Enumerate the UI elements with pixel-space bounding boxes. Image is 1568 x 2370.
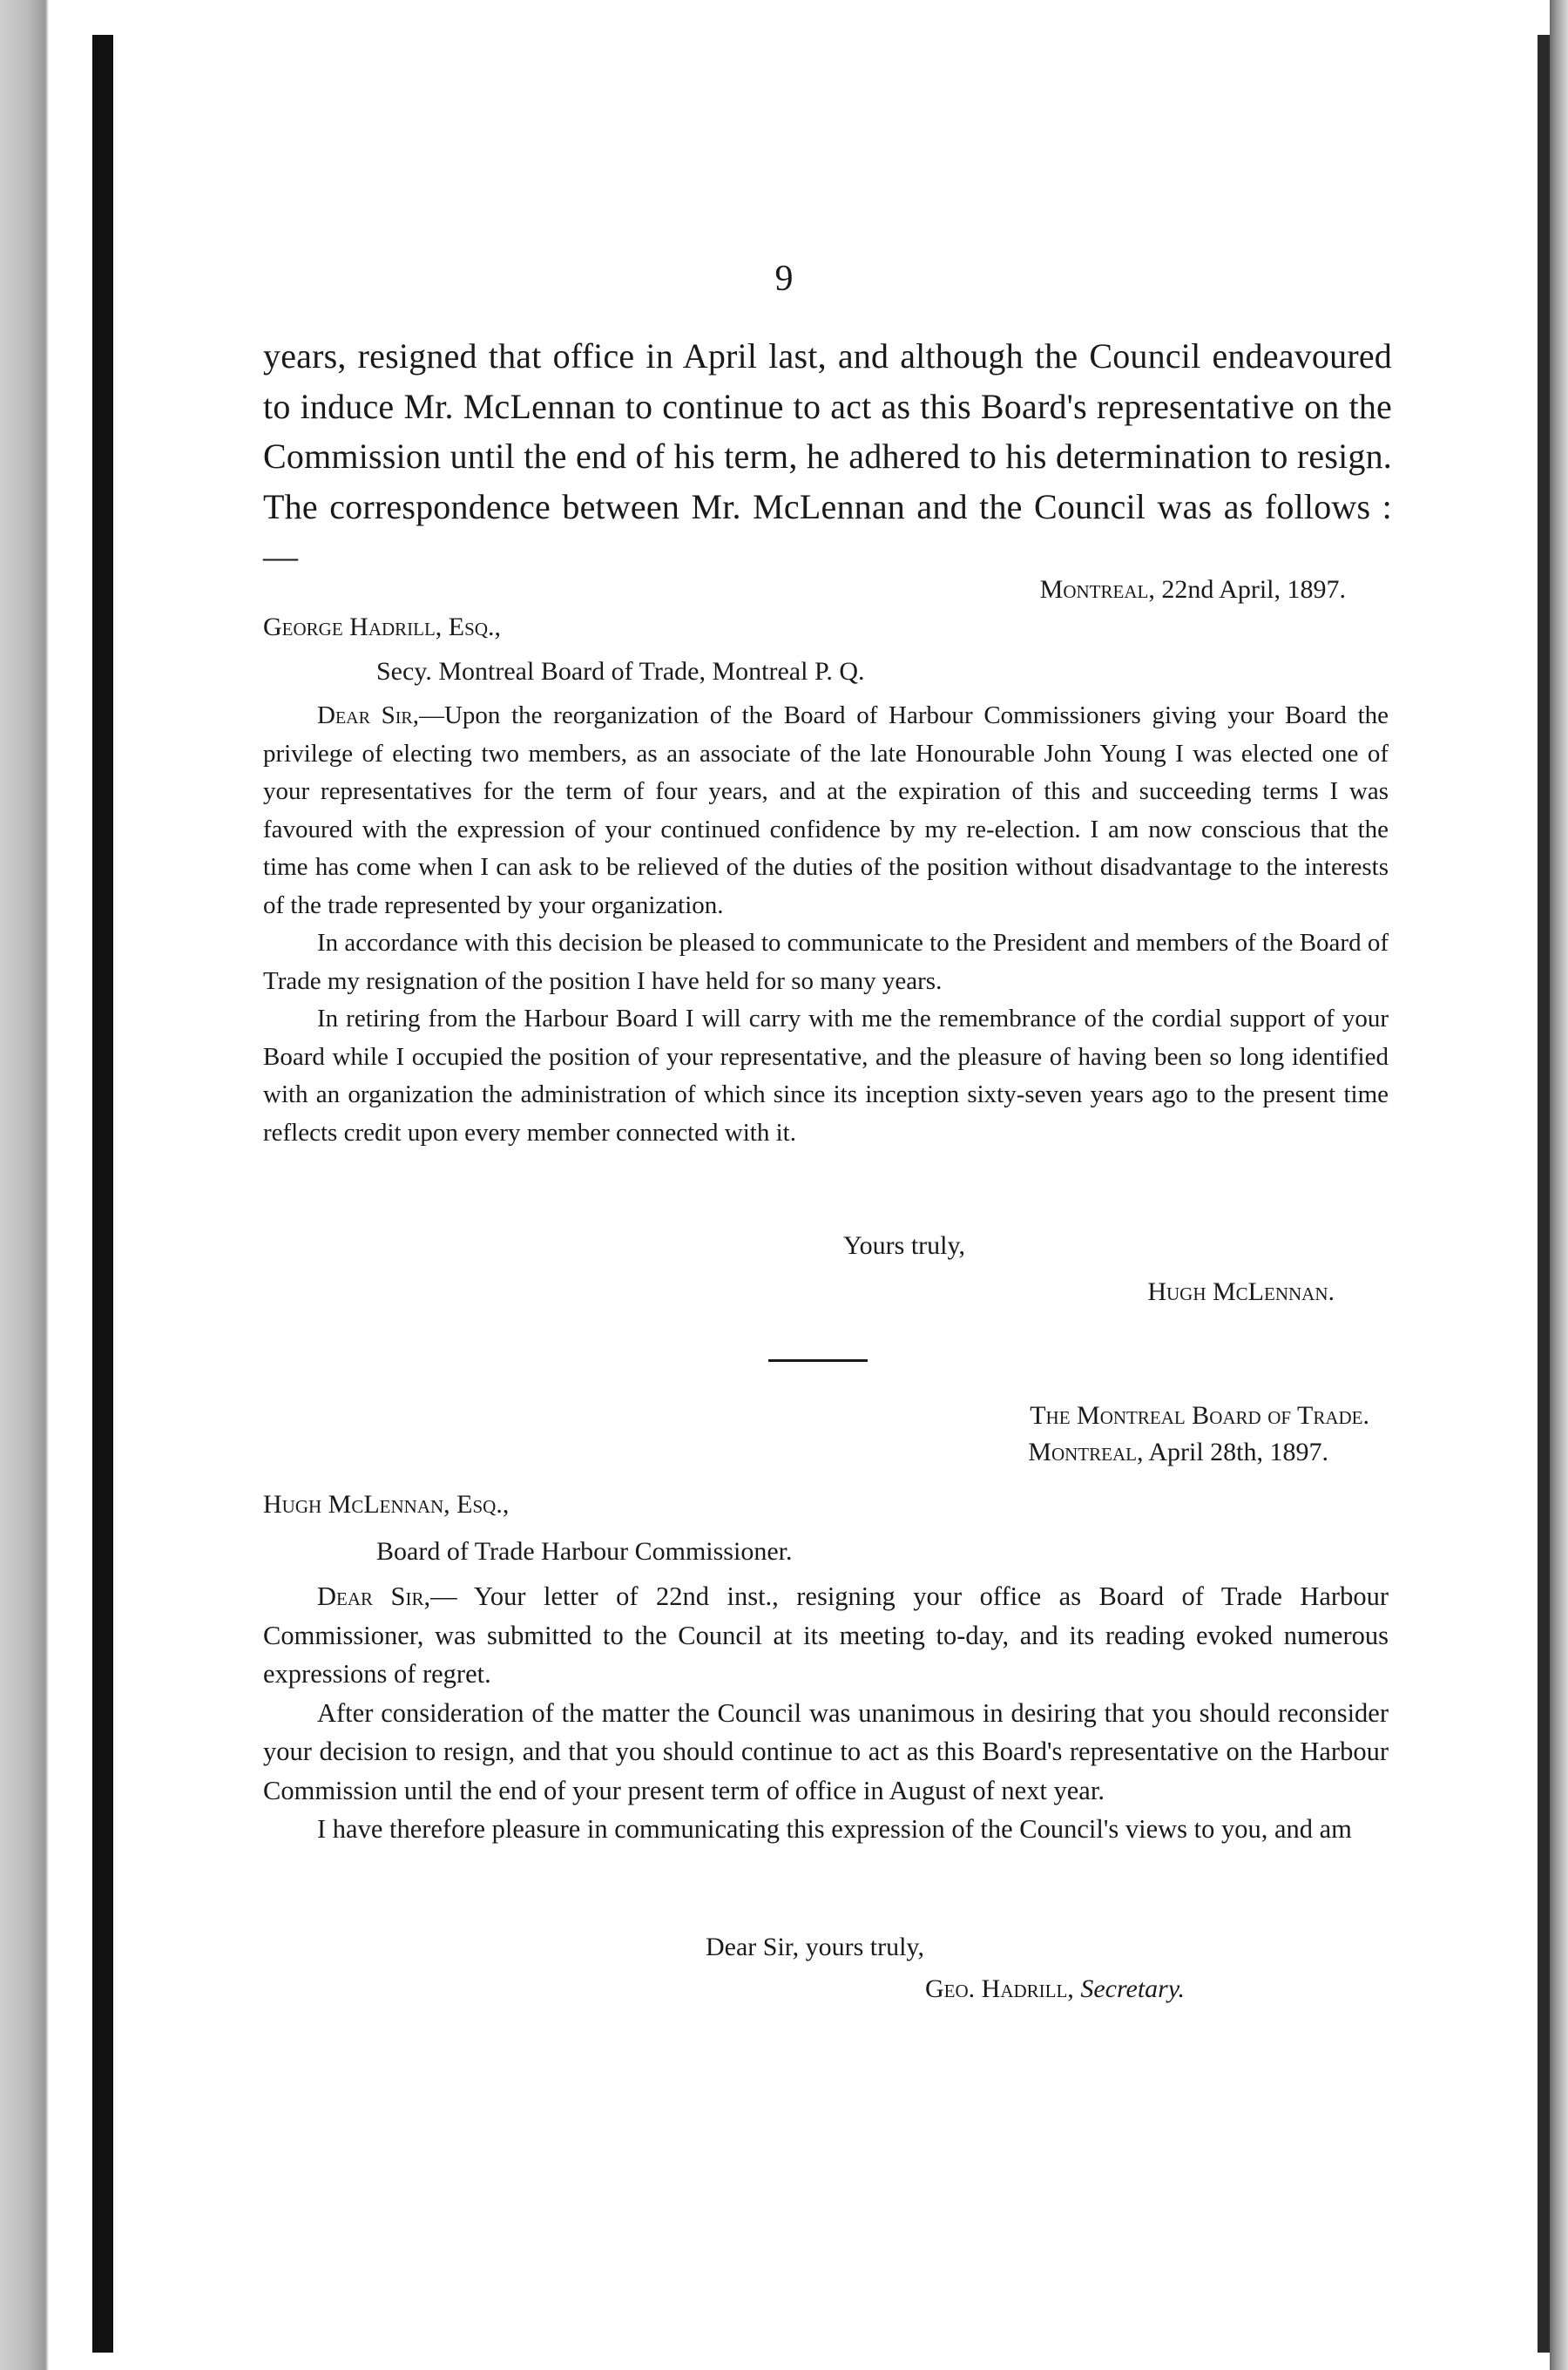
letter2-paragraph: After consideration of the matter the Council was unanimous in desiring that you should reconsider your decision to resign, and that you should continue to act as this Board's representative on the Harbour Commission until the end of your present term of office in August of next year. [263, 1697, 1389, 1805]
letter2-salutation: Dear Sir, [317, 1581, 431, 1611]
letter2-paragraph: Dear Sir,— Your letter of 22nd inst., resigning your office as Board of Trade Harbour Commissioner, was submitted to the Council at its meeting to-day, and its reading evoked numerous expressions of regret. [263, 1581, 1389, 1689]
letter1-salutation: Dear Sir, [317, 701, 419, 729]
letter2-dateline [1028, 1438, 1328, 1467]
letter1-paragraph: Dear Sir,—Upon the reorganization of the Board of Harbour Commissioners giving your Board the privilege of electing two members, as an associate of the late Honourable John Young I was elected one of your representatives for the term of four years, and at the expiration of this and succeeding terms I was favoured with the expression of your continued confidence by my re-election. I am now conscious that the time has come when I can ask to be relieved of the duties of the position without disadvantage to the interests of the trade represented by your organization. [263, 701, 1389, 919]
letter2-paragraph: I have therefore pleasure in communicating this expression of the Council's views to you, and am [317, 1814, 1352, 1844]
letter2-signature-title: Secretary. [1080, 1974, 1185, 2003]
letter2-sender: The Montreal Board of Trade. [1030, 1401, 1369, 1430]
intro-paragraph: years, resigned that office in April last, and although the Council endeavoured to induce Mr. McLennan to continue to act as this Board's representative on the Commission until the end of his term, he adhered to his determination to resign. The correspondence between Mr. McLennan and the Council was as follows :— [263, 336, 1392, 576]
letter2-addressee-title: Board of Trade Harbour Commissioner. [376, 1537, 793, 1566]
scan-left-border [92, 35, 113, 2353]
letter2-place: Montreal, [1028, 1438, 1144, 1466]
letter2-addressee: Hugh McLennan, Esq., [263, 1490, 510, 1519]
letter1-body [263, 697, 1389, 1152]
letter1-place: Montreal, [1039, 575, 1155, 604]
letter2-body [263, 1577, 1389, 1849]
scan-right-border [1538, 35, 1550, 2353]
letter2-signature [925, 1974, 1185, 2004]
letter1-signature: Hugh McLennan. [1147, 1277, 1335, 1306]
letter1-addressee: George Hadrill, Esq., [263, 613, 501, 641]
scan-left-spine [0, 0, 61, 2370]
scan-right-edge [1550, 0, 1568, 2370]
letter1-closing: Yours truly, [843, 1231, 966, 1260]
letter1-paragraph: In retiring from the Harbour Board I will carry with me the remembrance of the cordial support of your Board while I occupied the position of your representative, and the pleasure of having been so long identified with an organization the administration of which since its inception sixty-seven years ago to the present time reflects credit upon every member connected with it. [263, 1005, 1389, 1147]
letter1-date: 22nd April, 1897. [1161, 575, 1346, 604]
letter2-closing: Dear Sir, yours truly, [706, 1933, 924, 1961]
letter1-addressee-title: Secy. Montreal Board of Trade, Montreal P. Q. [376, 657, 865, 686]
letter1-dateline [1040, 575, 1346, 605]
page-number: 9 [774, 259, 794, 299]
section-divider [768, 1359, 868, 1362]
letter2-signature-name: Geo. Hadrill, [925, 1974, 1074, 2003]
letter2-date: April 28th, 1897. [1148, 1438, 1328, 1466]
letter1-paragraph: In accordance with this decision be pleased to communicate to the President and members of the Board of Trade my resignation of the position I have held for so many years. [263, 929, 1389, 995]
